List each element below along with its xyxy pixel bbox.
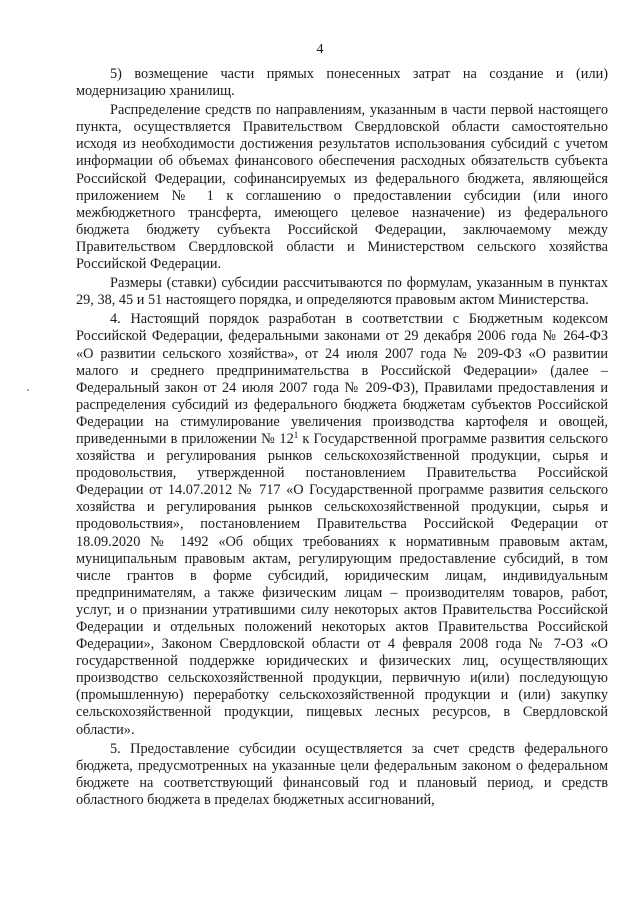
- paragraph-item-5: 5) возмещение части прямых понесенных затрат на создание и (или) модернизацию хранилищ.: [76, 66, 608, 100]
- paragraph-4: [76, 311, 608, 738]
- paragraph-5: 5. Предоставление субсидии осуществляется за счет средств федерального бюджета, предусмотренных на указанные цели федеральным законом о федеральном бюджете на соответствующий финансовый год и плановый период, и средств областного бюджета в пределах бюджетных ассигнований,: [76, 740, 608, 808]
- paragraph-4-text-b: к Государственной программе развития сельского хозяйства и регулирования рынков сельскохозяйственной продукции, сырья и продовольствия, утвержденной постановлением Правительства Российской Федерации от 14.07.2012 № 717 «О Государственной программе развития сельского хозяйства и регулирования рынков сельскохозяйственной продукции, сырья и продовольствия», постановлением Правительства Российской Федерации от 18.09.2020 № 1492 «Об общих требованиях к нормативным правовым актам, муниципальным правовым актам, регулирующим предоставление субсидий, в том числе грантов в форме субсидий, юридическим лицам, индивидуальным предпринимателям, а также физическим лицам – производителям товаров, работ, услуг, и о признании утратившими силу некоторых актов Правительства Российской Федерации и отдельных положений некоторых актов Правительства Российской Федерации», Законом Свердловской области от 4 февраля 2008 года № 7-ОЗ «О государственной поддержке юридических и физических лиц, осуществляющих производство сельскохозяйственной продукции, первичную и(или) последующую (промышленную) переработку сельскохозяйственной продукции и (или) закупку сельскохозяйственной продукции, пищевых лесных ресурсов, в Свердловской области».: [76, 430, 608, 738]
- paragraph-distribution: Распределение средств по направлениям, указанным в части первой настоящего пункта, осуществляется Правительством Свердловской области самостоятельно исходя из необходимости достижения результатов использования субсидий с учетом информации об объемах финансового обеспечения расходных обязательств субъекта Российской Федерации, софинансируемых из федерального бюджета, являющейся приложением № 1 к соглашению о предоставлении субсидии (или иного межбюджетного трансферта, имеющего целевое назначение) из федерального бюджета бюджету субъекта Российской Федерации, заключаемому между Правительством Свердловской области и Министерством сельского хозяйства Российской Федерации.: [76, 102, 608, 273]
- footnote-superscript: 1: [293, 429, 299, 440]
- paragraph-rates: Размеры (ставки) субсидии рассчитываются по формулам, указанным в пунктах 29, 38, 45 и 51 настоящего порядка, и определяются правовым актом Министерства.: [76, 275, 608, 309]
- page-number: 4: [316, 42, 324, 57]
- document-body: [76, 66, 608, 809]
- paragraph-4-text-a: 4. Настоящий порядок разработан в соответствии с Бюджетным кодексом Российской Федерации, федеральными законами от 29 декабря 2006 года № 264-ФЗ «О развитии сельского хозяйства», от 24 июля 2007 года № 209-ФЗ «О развитии малого и среднего предпринимательства в Российской Федерации» (далее – Федеральный закон от 24 июля 2007 года № 209-ФЗ), Правилами предоставления и распределения субсидий из федерального бюджета бюджетам субъектов Российской Федерации на стимулирование увеличения производства картофеля и овощей, приведенными в приложении № 12: [76, 311, 608, 447]
- margin-mark: [27, 389, 29, 391]
